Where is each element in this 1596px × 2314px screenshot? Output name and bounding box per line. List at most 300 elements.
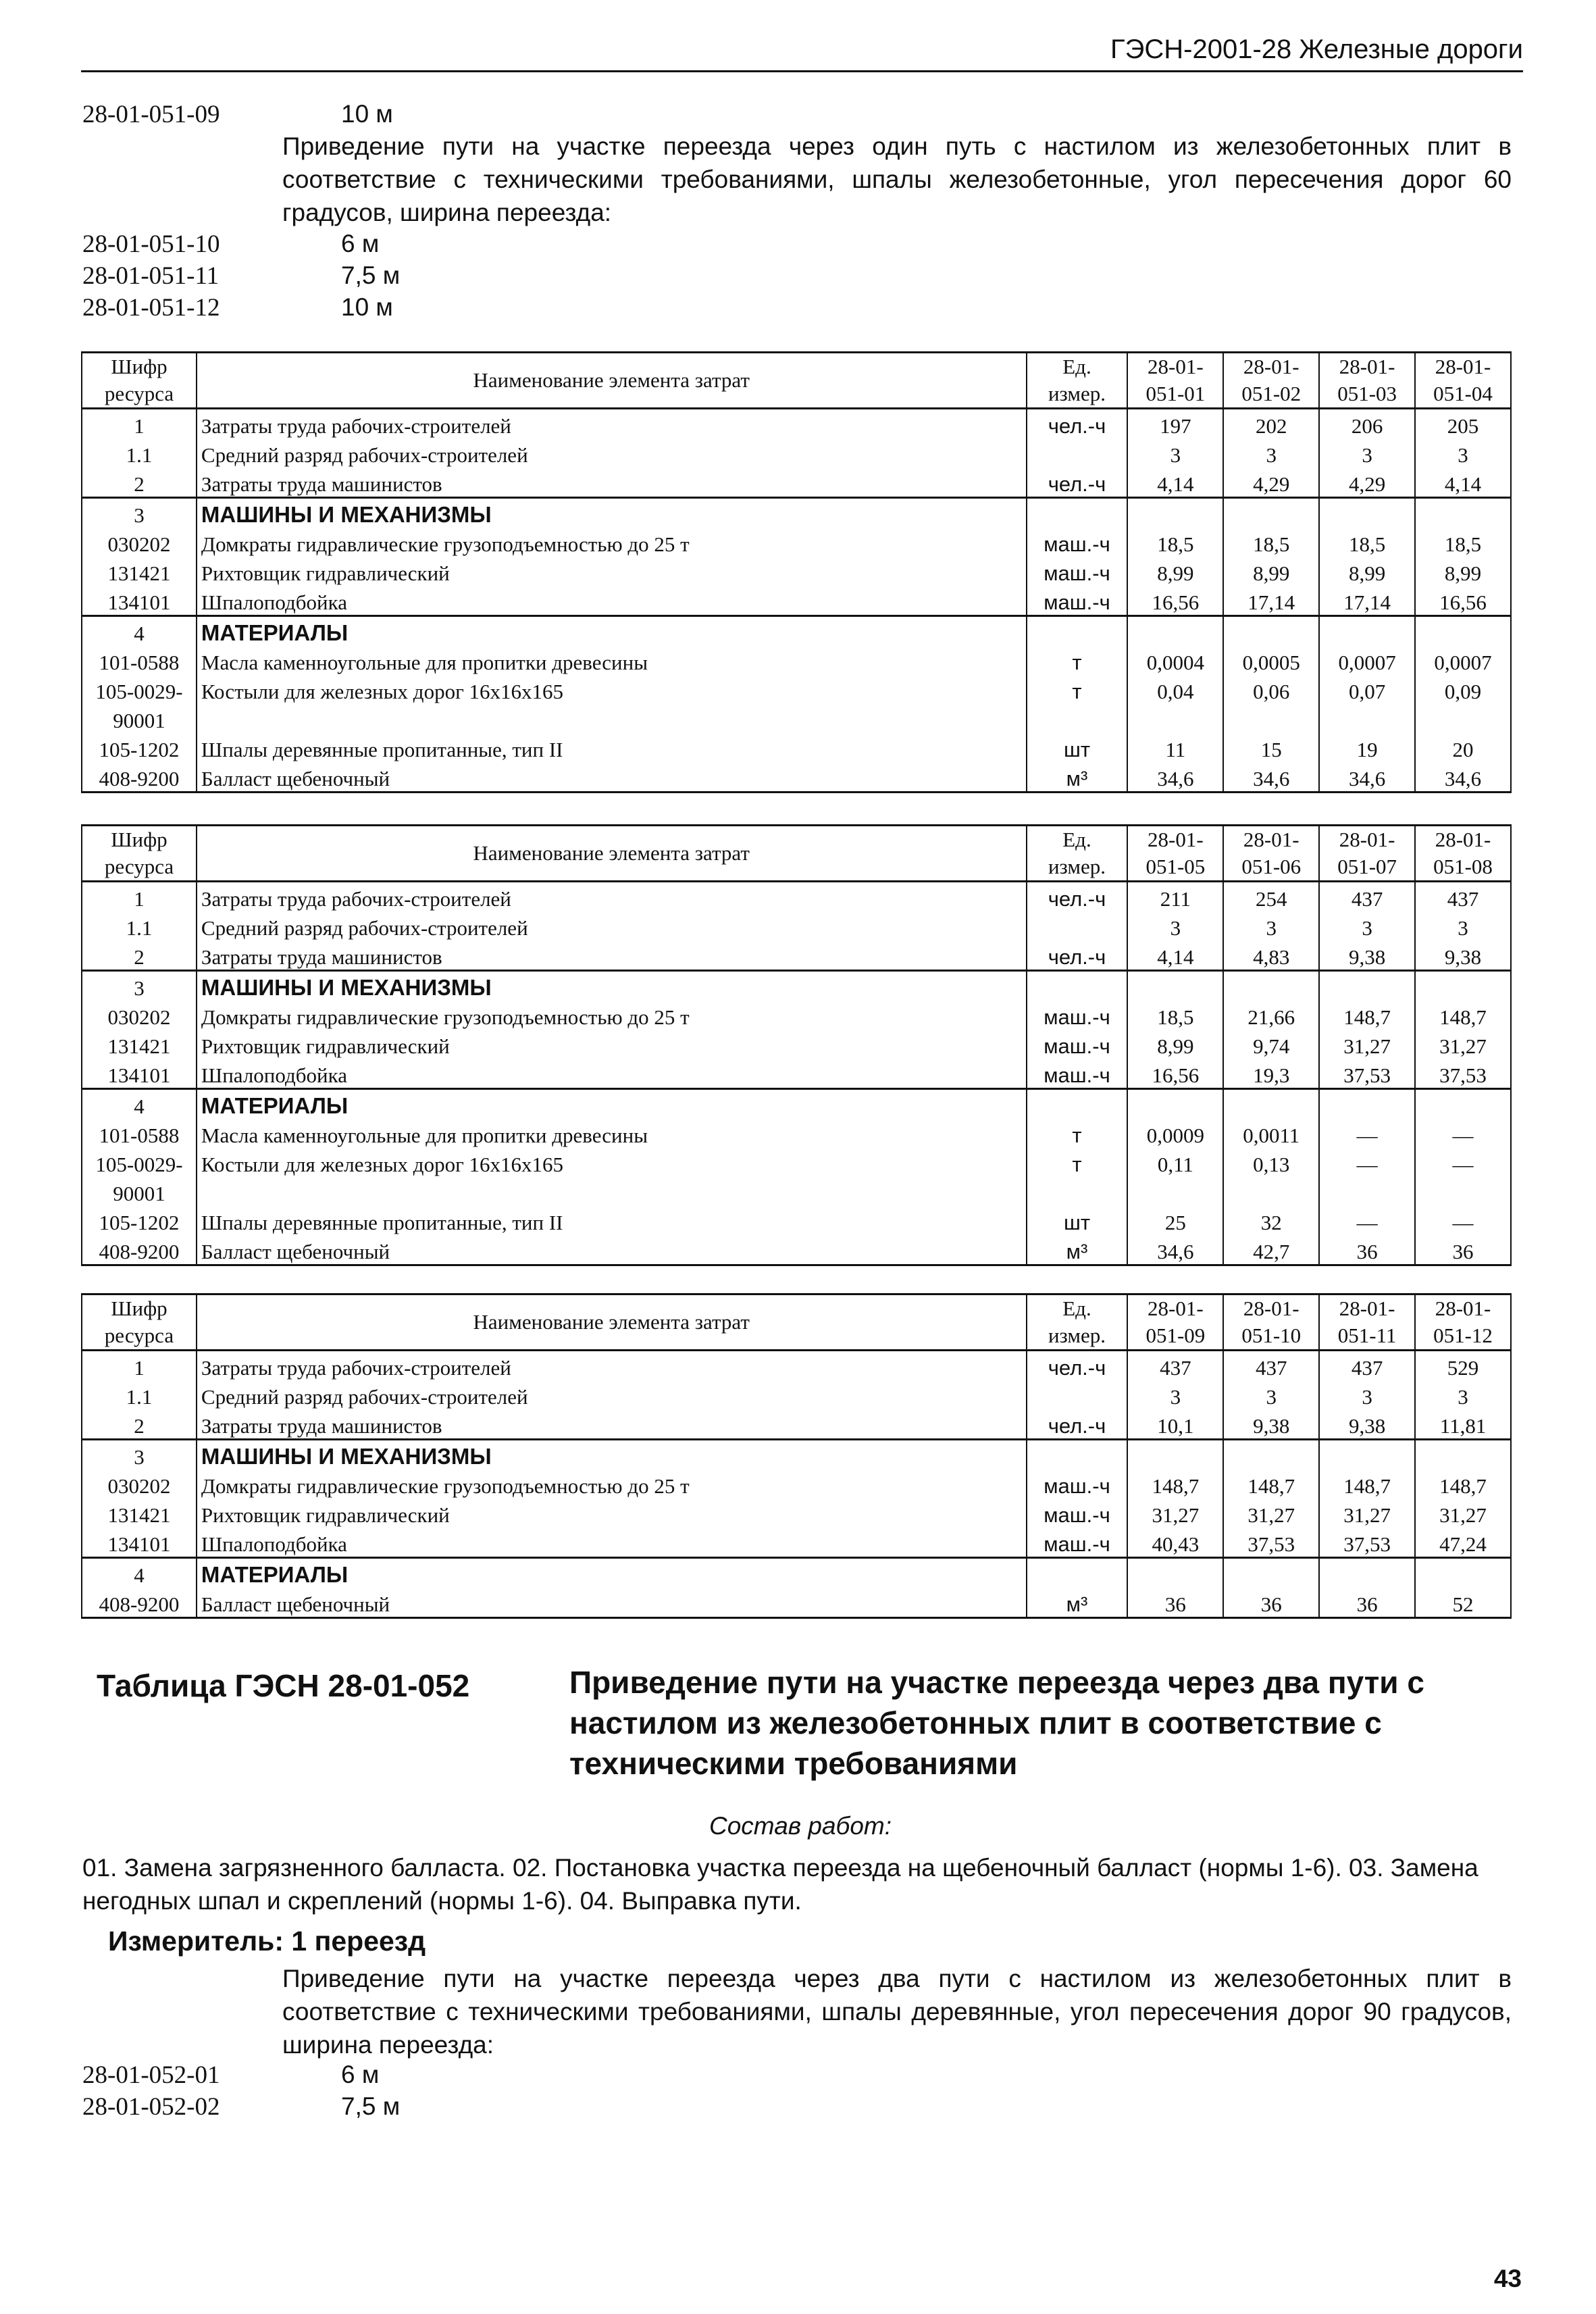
- cost-element-name: Затраты труда рабочих-строителей: [197, 409, 1027, 439]
- header-norm-code: [1223, 826, 1319, 882]
- cost-element-name: Шпалоподбойка: [197, 586, 1027, 616]
- value-cell: 36: [1415, 1235, 1511, 1265]
- resource-code: 131421: [82, 1499, 197, 1528]
- value-cell: 0,0007: [1319, 646, 1415, 675]
- header-unit-line: Ед.: [1062, 828, 1091, 851]
- unit-cell: т: [1027, 646, 1128, 675]
- value-cell: 31,27: [1319, 1030, 1415, 1059]
- value-cell: 40,43: [1127, 1528, 1223, 1558]
- value-cell: 31,27: [1415, 1499, 1511, 1528]
- table-header-row: [82, 1294, 1511, 1351]
- table-row: [82, 1588, 1511, 1618]
- value-cell: 18,5: [1319, 528, 1415, 557]
- value-cell: 37,53: [1319, 1528, 1415, 1558]
- empty-cell: [1127, 616, 1223, 647]
- table-row: [82, 1409, 1511, 1440]
- header-code-line: ресурса: [104, 855, 174, 878]
- value-cell: 0,0009: [1127, 1119, 1223, 1148]
- section-name: МАШИНЫ И МЕХАНИЗМЫ: [197, 498, 1027, 528]
- unit-cell: чел.-ч: [1027, 940, 1128, 971]
- empty-cell: [1223, 616, 1319, 647]
- value-cell: 4,14: [1415, 468, 1511, 498]
- value-cell: 3: [1223, 911, 1319, 940]
- value-cell: 8,99: [1319, 557, 1415, 586]
- value-cell: 17,14: [1223, 586, 1319, 616]
- unit-cell: м³: [1027, 1235, 1128, 1265]
- cost-element-name: Затраты труда машинистов: [197, 1409, 1027, 1440]
- section-name: МАТЕРИАЛЫ: [197, 616, 1027, 647]
- value-cell: 3: [1127, 911, 1223, 940]
- value-cell: 18,5: [1127, 528, 1223, 557]
- table-row: [82, 1059, 1511, 1089]
- resource-code: 131421: [82, 557, 197, 586]
- empty-cell: [1223, 971, 1319, 1001]
- empty-cell: [1223, 1558, 1319, 1588]
- cost-element-name: Рихтовщик гидравлический: [197, 1030, 1027, 1059]
- header-code: [82, 1294, 197, 1351]
- page-number: 43: [1493, 2265, 1522, 2292]
- value-cell: 16,56: [1415, 586, 1511, 616]
- table-row: [82, 468, 1511, 498]
- empty-cell: [1223, 1440, 1319, 1470]
- unit-cell: [1027, 704, 1128, 733]
- table-row: [82, 1351, 1511, 1381]
- value-cell: 37,53: [1415, 1059, 1511, 1089]
- cost-element-name: Домкраты гидравлические грузоподъемностью до 25 т: [197, 528, 1027, 557]
- norm-description: Приведение пути на участке переезда через один путь с настилом из железобетонных плит в соответствие с техническими требованиями, шпалы железобетонные, угол пересечения дорог 60 градусов, ширина переезда:: [282, 132, 1512, 226]
- resource-code: 408-9200: [82, 1588, 197, 1618]
- resource-code: 408-9200: [82, 762, 197, 793]
- izmeritel: Измеритель: 1 переезд: [108, 1926, 426, 1957]
- value-cell: 31,27: [1319, 1499, 1415, 1528]
- value-cell: 148,7: [1415, 1001, 1511, 1030]
- value-cell: 25: [1127, 1206, 1223, 1235]
- cost-element-name: Балласт щебеночный: [197, 762, 1027, 793]
- value-cell: 148,7: [1415, 1469, 1511, 1499]
- header-norm-line: 051-06: [1241, 855, 1302, 878]
- unit-cell: маш.-ч: [1027, 1469, 1128, 1499]
- value-cell: 3: [1319, 1380, 1415, 1409]
- norm-description-052: Приведение пути на участке переезда через два пути с настилом из железобетонных плит в соответствие с техническими требованиями, шпалы деревянные, угол пересечения дорог 90 градусов, ширина переезда:: [282, 1965, 1512, 2059]
- value-cell: 9,38: [1223, 1409, 1319, 1440]
- value-cell: —: [1415, 1206, 1511, 1235]
- resource-code: 101-0588: [82, 646, 197, 675]
- resource-code: 3: [82, 971, 197, 1001]
- table-row: [82, 704, 1511, 733]
- section-row: [82, 1558, 1511, 1588]
- table-row: [82, 1206, 1511, 1235]
- cost-element-name: [197, 704, 1027, 733]
- value-cell: 0,13: [1223, 1148, 1319, 1177]
- resource-code: 105-0029-: [82, 1148, 197, 1177]
- unit-cell: маш.-ч: [1027, 1030, 1128, 1059]
- unit-cell: т: [1027, 675, 1128, 704]
- header-code: [82, 826, 197, 882]
- value-cell: 437: [1223, 1351, 1319, 1381]
- value-cell: —: [1319, 1148, 1415, 1177]
- section-name: МАТЕРИАЛЫ: [197, 1558, 1027, 1588]
- cost-element-name: Шпалоподбойка: [197, 1059, 1027, 1089]
- resource-code: 3: [82, 498, 197, 528]
- header-norm-line: 28-01-: [1435, 355, 1491, 378]
- header-norm-code: [1319, 826, 1415, 882]
- section-name: МАШИНЫ И МЕХАНИЗМЫ: [197, 971, 1027, 1001]
- table-row: [82, 882, 1511, 912]
- norm-table-3: [81, 1293, 1512, 1619]
- unit-cell: чел.-ч: [1027, 468, 1128, 498]
- header-norm-code: [1223, 1294, 1319, 1351]
- norm-table-2: [81, 824, 1512, 1266]
- table-row: [82, 1001, 1511, 1030]
- value-cell: 254: [1223, 882, 1319, 912]
- table-description: Приведение пути на участке переезда через два пути с настилом из железобетонных плит в соответствие с техническими требованиями: [569, 1665, 1424, 1781]
- table-header-row: [82, 826, 1511, 882]
- value-cell: 3: [1223, 438, 1319, 468]
- header-code-line: Шифр: [111, 1297, 168, 1320]
- value-cell: 34,6: [1127, 762, 1223, 793]
- header-title: ГЭСН-2001-28 Железные дороги: [1110, 34, 1523, 64]
- value-cell: 18,5: [1127, 1001, 1223, 1030]
- value-cell: 202: [1223, 409, 1319, 439]
- code-value: 10 м: [341, 293, 393, 321]
- header-norm-line: 28-01-: [1435, 1297, 1491, 1320]
- empty-cell: [1127, 1089, 1223, 1120]
- resource-code: 101-0588: [82, 1119, 197, 1148]
- resource-code: 4: [82, 616, 197, 647]
- value-cell: 34,6: [1319, 762, 1415, 793]
- empty-cell: [1319, 616, 1415, 647]
- value-cell: 148,7: [1223, 1469, 1319, 1499]
- cost-element-name: [197, 1177, 1027, 1206]
- resource-code: 4: [82, 1558, 197, 1588]
- value-cell: 148,7: [1127, 1469, 1223, 1499]
- cost-element-name: Масла каменноугольные для пропитки древесины: [197, 646, 1027, 675]
- value-cell: 529: [1415, 1351, 1511, 1381]
- table-row: [82, 940, 1511, 971]
- header-norm-line: 28-01-: [1339, 828, 1395, 851]
- code-label: 28-01-051-11: [82, 262, 220, 290]
- code-value: 10 м: [341, 100, 393, 128]
- unit-cell: чел.-ч: [1027, 409, 1128, 439]
- value-cell: 21,66: [1223, 1001, 1319, 1030]
- unit-cell: [1027, 1380, 1128, 1409]
- cost-element-name: Средний разряд рабочих-строителей: [197, 1380, 1027, 1409]
- header-unit-line: измер.: [1048, 1324, 1106, 1347]
- value-cell: 4,29: [1223, 468, 1319, 498]
- value-cell: [1127, 1177, 1223, 1206]
- cost-element-name: Затраты труда машинистов: [197, 468, 1027, 498]
- value-cell: 34,6: [1223, 762, 1319, 793]
- resource-code: 030202: [82, 528, 197, 557]
- header-unit-line: измер.: [1048, 382, 1106, 405]
- value-cell: 0,07: [1319, 675, 1415, 704]
- header-unit-line: измер.: [1048, 855, 1106, 878]
- table-row: [82, 1119, 1511, 1148]
- value-cell: 8,99: [1415, 557, 1511, 586]
- header-unit-line: Ед.: [1062, 1297, 1091, 1320]
- cost-element-name: Костыли для железных дорог 16х16х165: [197, 675, 1027, 704]
- header-norm-code: [1127, 826, 1223, 882]
- table-row: [82, 733, 1511, 762]
- value-cell: 437: [1415, 882, 1511, 912]
- value-cell: 9,38: [1415, 940, 1511, 971]
- value-cell: 42,7: [1223, 1235, 1319, 1265]
- value-cell: 11: [1127, 733, 1223, 762]
- value-cell: 4,14: [1127, 468, 1223, 498]
- header-norm-code: [1415, 353, 1511, 409]
- header-norm-code: [1127, 353, 1223, 409]
- value-cell: —: [1415, 1119, 1511, 1148]
- section-row: [82, 616, 1511, 647]
- empty-cell: [1415, 971, 1511, 1001]
- value-cell: 3: [1319, 438, 1415, 468]
- empty-cell: [1415, 1440, 1511, 1470]
- cost-element-name: Шпалы деревянные пропитанные, тип II: [197, 733, 1027, 762]
- resource-code: 2: [82, 468, 197, 498]
- unit-cell: шт: [1027, 733, 1128, 762]
- empty-cell: [1415, 616, 1511, 647]
- section-row: [82, 498, 1511, 528]
- table-row: [82, 1148, 1511, 1177]
- header-name: Наименование элемента затрат: [197, 826, 1027, 882]
- cost-element-name: Затраты труда машинистов: [197, 940, 1027, 971]
- value-cell: [1415, 704, 1511, 733]
- empty-cell: [1027, 1089, 1128, 1120]
- value-cell: 3: [1223, 1380, 1319, 1409]
- resource-code: 030202: [82, 1469, 197, 1499]
- value-cell: [1319, 1177, 1415, 1206]
- value-cell: 437: [1319, 882, 1415, 912]
- table-row: [82, 1469, 1511, 1499]
- section-row: [82, 971, 1511, 1001]
- unit-cell: шт: [1027, 1206, 1128, 1235]
- value-cell: 19: [1319, 733, 1415, 762]
- cost-element-name: Затраты труда рабочих-строителей: [197, 882, 1027, 912]
- resource-code: 131421: [82, 1030, 197, 1059]
- unit-cell: маш.-ч: [1027, 1499, 1128, 1528]
- header-norm-line: 28-01-: [1148, 1297, 1204, 1320]
- header-norm-code: [1319, 353, 1415, 409]
- resource-code: 90001: [82, 704, 197, 733]
- value-cell: 36: [1319, 1588, 1415, 1618]
- cost-element-name: Средний разряд рабочих-строителей: [197, 438, 1027, 468]
- empty-cell: [1319, 1558, 1415, 1588]
- resource-code: 90001: [82, 1177, 197, 1206]
- resource-code: 1.1: [82, 438, 197, 468]
- value-cell: [1319, 704, 1415, 733]
- table-row: [82, 528, 1511, 557]
- value-cell: 37,53: [1223, 1528, 1319, 1558]
- header-code-line: Шифр: [111, 828, 168, 851]
- resource-code: 1.1: [82, 911, 197, 940]
- header-code-line: ресурса: [104, 1324, 174, 1347]
- header-name: Наименование элемента затрат: [197, 353, 1027, 409]
- value-cell: 437: [1319, 1351, 1415, 1381]
- value-cell: [1223, 704, 1319, 733]
- value-cell: 205: [1415, 409, 1511, 439]
- table-header-row: [82, 353, 1511, 409]
- value-cell: 31,27: [1415, 1030, 1511, 1059]
- value-cell: 4,14: [1127, 940, 1223, 971]
- empty-cell: [1027, 1440, 1128, 1470]
- value-cell: 3: [1415, 911, 1511, 940]
- resource-code: 2: [82, 1409, 197, 1440]
- header-norm-line: 28-01-: [1148, 355, 1204, 378]
- unit-cell: чел.-ч: [1027, 1409, 1128, 1440]
- value-cell: 8,99: [1127, 1030, 1223, 1059]
- header-norm-line: 051-01: [1145, 382, 1206, 405]
- section-row: [82, 1089, 1511, 1120]
- empty-cell: [1415, 1089, 1511, 1120]
- header-norm-line: 28-01-: [1243, 355, 1299, 378]
- value-cell: 52: [1415, 1588, 1511, 1618]
- section-row: [82, 1440, 1511, 1470]
- header-norm-line: 28-01-: [1339, 355, 1395, 378]
- header-unit: [1027, 353, 1128, 409]
- cost-element-name: Домкраты гидравлические грузоподъемностью до 25 т: [197, 1001, 1027, 1030]
- value-cell: 3: [1415, 438, 1511, 468]
- value-cell: 32: [1223, 1206, 1319, 1235]
- empty-cell: [1027, 498, 1128, 528]
- value-cell: 10,1: [1127, 1409, 1223, 1440]
- code-label: 28-01-051-10: [82, 230, 220, 258]
- value-cell: 3: [1415, 1380, 1511, 1409]
- value-cell: 36: [1127, 1588, 1223, 1618]
- value-cell: 16,56: [1127, 1059, 1223, 1089]
- header-norm-line: 28-01-: [1339, 1297, 1395, 1320]
- table-row: [82, 1235, 1511, 1265]
- value-cell: 3: [1319, 911, 1415, 940]
- table-row: [82, 438, 1511, 468]
- empty-cell: [1127, 971, 1223, 1001]
- value-cell: 0,0005: [1223, 646, 1319, 675]
- value-cell: [1223, 1177, 1319, 1206]
- header-norm-line: 051-04: [1433, 382, 1493, 405]
- header-norm-line: 28-01-: [1148, 828, 1204, 851]
- section-name: МАШИНЫ И МЕХАНИЗМЫ: [197, 1440, 1027, 1470]
- value-cell: 4,83: [1223, 940, 1319, 971]
- unit-cell: чел.-ч: [1027, 1351, 1128, 1381]
- code-value: 7,5 м: [341, 2092, 401, 2120]
- empty-cell: [1319, 498, 1415, 528]
- resource-code: 105-0029-: [82, 675, 197, 704]
- code-label: 28-01-052-01: [82, 2061, 220, 2089]
- table-row: [82, 646, 1511, 675]
- resource-code: 030202: [82, 1001, 197, 1030]
- header-name: Наименование элемента затрат: [197, 1294, 1027, 1351]
- unit-cell: маш.-ч: [1027, 586, 1128, 616]
- value-cell: 3: [1127, 1380, 1223, 1409]
- empty-cell: [1127, 1440, 1223, 1470]
- table-row: [82, 557, 1511, 586]
- value-cell: 36: [1223, 1588, 1319, 1618]
- header-norm-line: 28-01-: [1243, 828, 1299, 851]
- resource-code: 105-1202: [82, 733, 197, 762]
- unit-cell: м³: [1027, 1588, 1128, 1618]
- value-cell: 18,5: [1415, 528, 1511, 557]
- value-cell: 206: [1319, 409, 1415, 439]
- code-value: 6 м: [341, 2061, 380, 2088]
- header-norm-line: 051-05: [1145, 855, 1206, 878]
- value-cell: 0,04: [1127, 675, 1223, 704]
- empty-cell: [1319, 1440, 1415, 1470]
- value-cell: 148,7: [1319, 1001, 1415, 1030]
- header-code-line: Шифр: [111, 355, 168, 378]
- value-cell: 0,0007: [1415, 646, 1511, 675]
- value-cell: 437: [1127, 1351, 1223, 1381]
- value-cell: 18,5: [1223, 528, 1319, 557]
- resource-code: 134101: [82, 1059, 197, 1089]
- empty-cell: [1223, 1089, 1319, 1120]
- unit-cell: т: [1027, 1119, 1128, 1148]
- value-cell: 0,11: [1127, 1148, 1223, 1177]
- value-cell: 9,38: [1319, 1409, 1415, 1440]
- section-name: МАТЕРИАЛЫ: [197, 1089, 1027, 1120]
- code-label: 28-01-051-09: [82, 101, 220, 128]
- resource-code: 105-1202: [82, 1206, 197, 1235]
- header-unit-line: Ед.: [1062, 355, 1091, 378]
- page-header: [81, 30, 1523, 72]
- value-cell: [1127, 704, 1223, 733]
- value-cell: 9,38: [1319, 940, 1415, 971]
- header-norm-line: 051-03: [1337, 382, 1397, 405]
- cost-element-name: Балласт щебеночный: [197, 1588, 1027, 1618]
- header-norm-code: [1319, 1294, 1415, 1351]
- table-row: [82, 409, 1511, 439]
- unit-cell: маш.-ч: [1027, 1001, 1128, 1030]
- unit-cell: маш.-ч: [1027, 557, 1128, 586]
- resource-code: 4: [82, 1089, 197, 1120]
- empty-cell: [1415, 1558, 1511, 1588]
- cost-element-name: Домкраты гидравлические грузоподъемностью до 25 т: [197, 1469, 1027, 1499]
- header-norm-line: 28-01-: [1435, 828, 1491, 851]
- unit-cell: чел.-ч: [1027, 882, 1128, 912]
- value-cell: 4,29: [1319, 468, 1415, 498]
- cost-element-name: Масла каменноугольные для пропитки древесины: [197, 1119, 1027, 1148]
- value-cell: 3: [1127, 438, 1223, 468]
- cost-element-name: Шпалы деревянные пропитанные, тип II: [197, 1206, 1027, 1235]
- value-cell: 31,27: [1127, 1499, 1223, 1528]
- value-cell: 15: [1223, 733, 1319, 762]
- cost-element-name: Костыли для железных дорог 16х16х165: [197, 1148, 1027, 1177]
- value-cell: 197: [1127, 409, 1223, 439]
- header-norm-code: [1223, 353, 1319, 409]
- resource-code: 2: [82, 940, 197, 971]
- header-norm-line: 051-10: [1241, 1324, 1302, 1347]
- header-norm-code: [1415, 1294, 1511, 1351]
- header-norm-line: 28-01-: [1243, 1297, 1299, 1320]
- value-cell: 9,74: [1223, 1030, 1319, 1059]
- unit-cell: м³: [1027, 762, 1128, 793]
- sostav-label: Состав работ:: [709, 1812, 892, 1840]
- value-cell: 8,99: [1127, 557, 1223, 586]
- empty-cell: [1027, 616, 1128, 647]
- table-row: [82, 675, 1511, 704]
- empty-cell: [1027, 1558, 1128, 1588]
- cost-element-name: Балласт щебеночный: [197, 1235, 1027, 1265]
- value-cell: 148,7: [1319, 1469, 1415, 1499]
- header-norm-code: [1415, 826, 1511, 882]
- table-title: Таблица ГЭСН 28-01-052: [97, 1668, 470, 1703]
- value-cell: —: [1415, 1148, 1511, 1177]
- norm-table-1: [81, 351, 1512, 793]
- table-row: [82, 1177, 1511, 1206]
- header-norm-line: 051-09: [1145, 1324, 1206, 1347]
- table-row: [82, 911, 1511, 940]
- resource-code: 134101: [82, 1528, 197, 1558]
- cost-element-name: Рихтовщик гидравлический: [197, 557, 1027, 586]
- resource-code: 1.1: [82, 1380, 197, 1409]
